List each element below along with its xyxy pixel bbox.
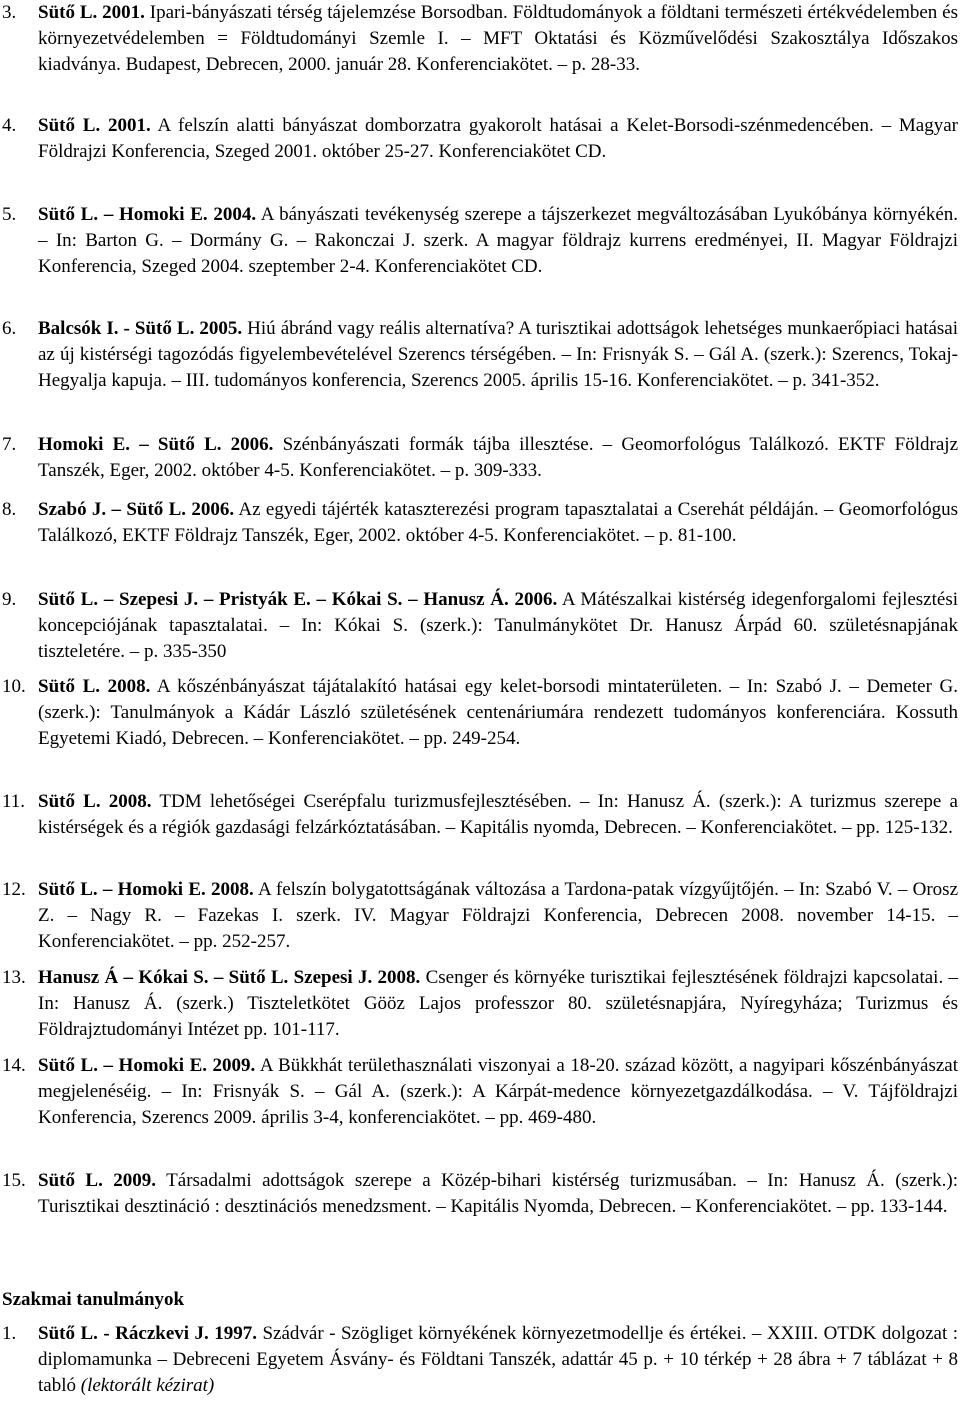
list-item xyxy=(0,1321,958,1399)
item-number: 12. xyxy=(2,879,26,900)
item-number: 1. xyxy=(2,1323,17,1344)
item-authors: Sütő L. - Ráczkevi J. 1997. xyxy=(38,1323,257,1344)
list-item xyxy=(0,432,958,484)
item-number: 3. xyxy=(2,2,17,23)
item-text: Csenger és környéke turisztikai fejlesztésének földrajzi kapcsolatai. – In: Hanusz Á. (szerk.) Tiszteletkötet Gööz Lajos professzor 80. születésnapjára, Nyíregyháza; Turizmus és Földrajztudományi Intézet pp. 101-117. xyxy=(38,967,958,1040)
item-text: Társadalmi adottságok szerepe a Közép-bihari kistérség turizmusában. – In: Hanusz Á. (szerk.): Turisztikai desztináció : desztinációs menedzsment. – Kapitális Nyomda, Debrecen. – Konferenciakötet. – pp. 133-144. xyxy=(38,1170,958,1217)
item-body xyxy=(38,965,958,1043)
item-text: TDM lehetőségei Cserépfalu turizmusfejlesztésében. – In: Hanusz Á. (szerk.): A turizmus szerepe a kistérségek és a régiók gazdasági felzárkóztatásában. – Kapitális nyomda, Debrecen. – Konferenciakötet. – pp. 125-132. xyxy=(38,791,958,838)
list-item xyxy=(0,113,958,165)
item-authors: Sütő L. – Szepesi J. – Pristyák E. – Kókai S. – Hanusz Á. 2006. xyxy=(38,589,558,610)
item-body xyxy=(38,113,958,165)
item-text: Szénbányászati formák tájba illesztése. – Geomorfológus Találkozó. EKTF Földrajz Tanszék, Eger, 2002. október 4-5. Konferenciakötet. – p. 309-333. xyxy=(38,434,958,481)
item-body xyxy=(38,1053,958,1131)
item-number: 10. xyxy=(2,676,26,697)
list-item xyxy=(0,789,958,841)
item-number: 11. xyxy=(2,791,26,812)
item-body xyxy=(38,877,958,955)
item-authors: Hanusz Á – Kókai S. – Sütő L. Szepesi J. 2008. xyxy=(38,967,421,988)
item-authors: Sütő L. – Homoki E. 2008. xyxy=(38,879,254,900)
item-number: 8. xyxy=(2,499,17,520)
item-authors: Sütő L. 2009. xyxy=(38,1170,157,1191)
list-item xyxy=(0,1168,958,1220)
item-number: 5. xyxy=(2,204,17,225)
item-note: (lektorált kézirat) xyxy=(80,1375,215,1396)
item-text: A felszín bolygatottságának változása a Tardona-patak vízgyűjtőjén. – In: Szabó V. – Orosz Z. – Nagy R. – Fazekas I. szerk. IV. Magyar Földrajzi Konferencia, Debrecen 2008. november 14-15. – Konferenciakötet. – pp. 252-257. xyxy=(38,879,958,952)
item-authors: Sütő L. 2001. xyxy=(38,115,151,136)
item-number: 14. xyxy=(2,1055,26,1076)
item-body xyxy=(38,789,958,841)
item-authors: Homoki E. – Sütő L. 2006. xyxy=(38,434,274,455)
item-text: A Mátészalkai kistérség idegenforgalomi fejlesztési koncepciójának tapasztalatai. – In: Kókai S. (szerk.): Tanulmánykötet Dr. Hanusz Árpád 60. születésnapjának tiszteletére. – p. 335-350 xyxy=(38,589,958,662)
item-number: 6. xyxy=(2,318,17,339)
item-authors: Sütő L. 2008. xyxy=(38,791,152,812)
list-item xyxy=(0,877,958,955)
item-body xyxy=(38,1168,958,1220)
item-number: 4. xyxy=(2,115,17,136)
section-heading: Szakmai tanulmányok xyxy=(2,1289,185,1310)
item-body xyxy=(38,1321,958,1399)
item-text: Szádvár - Szögliget környékének környezetmodellje és értékei. – XXIII. OTDK dolgozat : diplomamunka – Debreceni Egyetem Ásvány- és Földtani Tanszék, adattár 45 p. + 10 térkép + 28 ábra + 7 táblázat + 8 tabló xyxy=(38,1323,959,1396)
item-authors: Szabó J. – Sütő L. 2006. xyxy=(38,499,235,520)
item-body xyxy=(38,497,958,549)
list-item xyxy=(0,0,958,78)
list-item xyxy=(0,587,958,665)
item-text: A kőszénbányászat tájátalakító hatásai egy kelet-borsodi mintaterületen. – In: Szabó J. – Demeter G. (szerk.): Tanulmányok a Kádár László születésének centenáriumára rendezett tudományos konferenciára. Kossuth Egyetemi Kiadó, Debrecen. – Konferenciakötet. – pp. 249-254. xyxy=(38,676,958,749)
item-text: Hiú ábránd vagy reális alternatíva? A turisztikai adottságok lehetséges munkaerőpiaci hatásai az új kistérségi tagozódás figyelembevételével Szerencs térségében. – In: Frisnyák S. – Gál A. (szerk.): Szerencs, Tokaj-Hegyalja kapuja. – III. tudományos konferencia, Szerencs 2005. április 15-16. Konferenciakötet. – p. 341-352. xyxy=(38,318,959,391)
item-text: A bányászati tevékenység szerepe a tájszerkezet megváltozásában Lyukóbánya környékén. – In: Barton G. – Dormány G. – Rakonczai J. szerk. A magyar földrajz kurrens eredményei, II. Magyar Földrajzi Konferencia, Szeged 2004. szeptember 2-4. Konferenciakötet CD. xyxy=(38,204,958,277)
item-body xyxy=(38,587,958,665)
item-body xyxy=(38,0,958,78)
list-item xyxy=(0,1053,958,1131)
item-text: Az egyedi tájérték kataszterezési program tapasztalatai a Cserehát példáján. – Geomorfológus Találkozó, EKTF Földrajz Tanszék, Eger, 2002. október 4-5. Konferenciakötet. – p. 81-100. xyxy=(38,499,958,546)
item-body xyxy=(38,316,958,394)
list-item xyxy=(0,497,958,549)
item-body xyxy=(38,674,958,752)
list-item xyxy=(0,316,958,394)
item-authors: Sütő L. 2001. xyxy=(38,2,145,23)
item-text: Ipari-bányászati térség tájelemzése Borsodban. Földtudományok a földtani természeti értékvédelemben és környezetvédelemben = Földtudományi Szemle I. – MFT Oktatási és Közművelődési Szakosztálya Időszakos kiadványa. Budapest, Debrecen, 2000. január 28. Konferenciakötet. – p. 28-33. xyxy=(38,2,958,75)
item-number: 7. xyxy=(2,434,17,455)
item-authors: Balcsók I. - Sütő L. 2005. xyxy=(38,318,243,339)
list-item xyxy=(0,202,958,280)
list-item xyxy=(0,965,958,1043)
item-text: A felszín alatti bányászat domborzatra gyakorolt hatásai a Kelet-Borsodi-szénmedencében. – Magyar Földrajzi Konferencia, Szeged 2001. október 25-27. Konferenciakötet CD. xyxy=(38,115,958,162)
item-number: 13. xyxy=(2,967,26,988)
item-authors: Sütő L. – Homoki E. 2009. xyxy=(38,1055,256,1076)
item-authors: Sütő L. – Homoki E. 2004. xyxy=(38,204,257,225)
list-item xyxy=(0,674,958,752)
item-body xyxy=(38,432,958,484)
item-body xyxy=(38,202,958,280)
item-text: A Bükkhát területhasználati viszonyai a 18-20. század között, a nagyipari kőszénbányászat megjelenéséig. – In: Frisnyák S. – Gál A. (szerk.): A Kárpát-medence környezetgazdálkodása. – V. Tájföldrajzi Konferencia, Szerencs 2009. április 3-4, konferenciakötet. – pp. 469-480. xyxy=(38,1055,959,1128)
item-number: 9. xyxy=(2,589,17,610)
item-authors: Sütő L. 2008. xyxy=(38,676,151,697)
item-number: 15. xyxy=(2,1170,26,1191)
